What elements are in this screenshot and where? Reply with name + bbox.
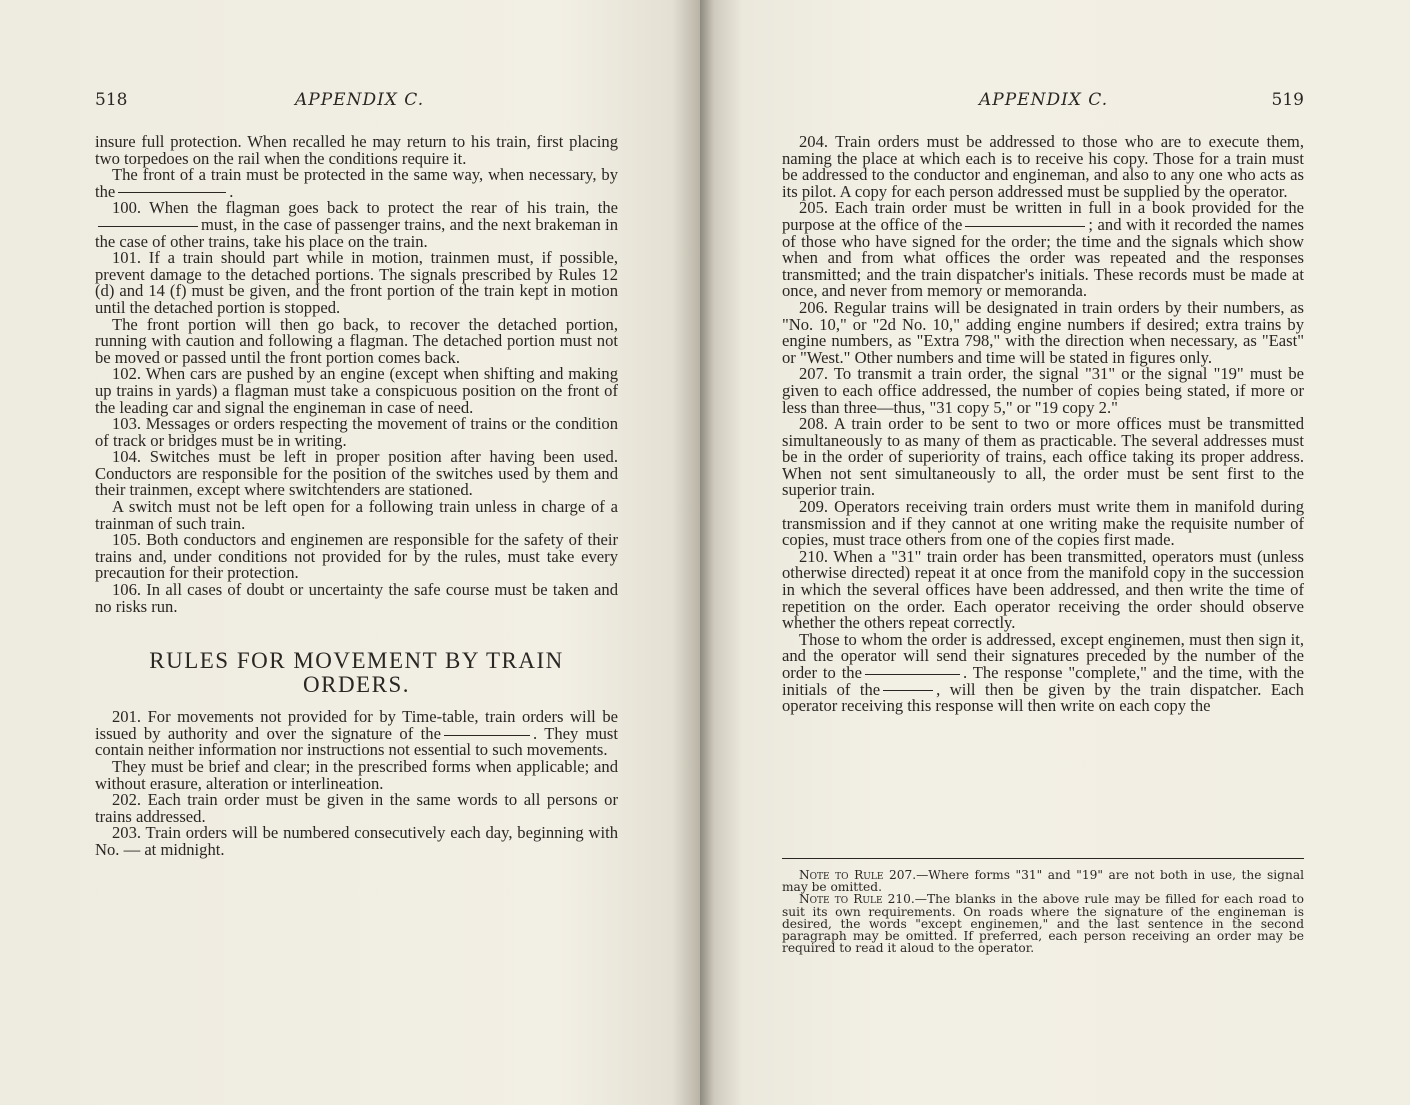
- paragraph: 209. Operators receiving train orders must write them in manifold during transmission and if they cannot at one writing make the requisite number of copies, must trace others from one of the copies first made.: [782, 497, 1304, 550]
- paragraph: 100. When the flagman goes back to protect the rear of his train, themust, in the case of passenger trains, and the next brakeman in the case of other trains, take his place on the train.: [95, 198, 618, 251]
- paragraph: 103. Messages or orders respecting the movement of trains or the condition of track or bridges must be in writing.: [95, 414, 618, 450]
- rule-paragraph: 201. For movements not provided for by Time-table, train orders will be issued by authority and over the signature of the . They must contain neither information nor instructions not essential to such movements.: [95, 707, 618, 760]
- paragraph: 206. Regular trains will be designated in train orders by their numbers, as "No. 10," or "2d No. 10," adding engine numbers if desired; extra trains by engine numbers, as "Extra 798," with the direction when necessary, as "East" or "West." Other numbers and time will be stated in figures only.: [782, 297, 1304, 367]
- paragraph: The front portion will then go back, to recover the detached portion, running with caution and following a flagman. The detached portion must not be moved or passed until the front portion comes back.: [95, 314, 618, 367]
- paragraph: 205. Each train order must be written in full in a book provided for the purpose at the office of the ; and with it recorded the names of those who have signed for the order; the time and the signals which show when and from what offices the order was repeated and the responses transmitted; and the train dispatcher's initials. These records must be made at once, and never from memory or memoranda.: [782, 198, 1304, 301]
- section-title: RULES FOR MOVEMENT BY TRAIN ORDERS.: [149, 648, 564, 698]
- paragraph: 210. When a "31" train order has been transmitted, operators must (unless otherwise directed) repeat it at once from the manifold copy in the succession in which the several offices have been addressed, and then write the time of repetition on the order. Each operator receiving the order should observe whether the others repeat correctly.: [782, 546, 1304, 633]
- paragraph: The front of a train must be protected in the same way, when necessary, by the .: [95, 165, 618, 201]
- paragraph: 105. Both conductors and enginemen are responsible for the safety of their trains and, under conditions not provided for by the rules, must take every precaution for their protection.: [95, 530, 618, 583]
- page-number: 518: [95, 90, 128, 110]
- paragraph: insure full protection. When recalled he may return to his train, first placing two torpedoes on the rail when the conditions require it.: [95, 132, 618, 168]
- left-body: [95, 134, 618, 859]
- paragraph: 101. If a train should part while in motion, trainmen must, if possible, prevent damage to the detached portions. The signals prescribed by Rules 12 (d) and 14 (f) must be given, and the front portion of the train kept in motion until the detached portion is stopped.: [95, 248, 618, 317]
- paragraph: A switch must not be left open for a following train unless in charge of a trainman of such train.: [95, 497, 618, 533]
- footnote: Note to Rule 210.—The blanks in the above rule may be filled for each road to suit its own requirements. On roads where the signature of the engineman is desired, the words "except enginemen," and the last sentence in the second paragraph may be omitted. If preferred, each person receiving an order may be required to read it aloud to the operator.: [782, 892, 1304, 956]
- paragraph: 204. Train orders must be addressed to those who are to execute them, naming the place at which each is to receive his copy. Those for a train must be addressed to the conductor and engineman, and also to any one who acts as its pilot. A copy for each person addressed must be supplied by the operator.: [782, 132, 1304, 201]
- left-page: [0, 0, 700, 1105]
- rule-paragraph: 203. Train orders will be numbered consecutively each day, beginning with No. — at midnight.: [95, 823, 618, 859]
- paragraph: 207. To transmit a train order, the signal "31" or the signal "19" must be given to each office addressed, the number of copies being stated, if more or less than three—thus, "31 copy 5," or "19 copy 2.": [782, 364, 1304, 417]
- paragraph: 106. In all cases of doubt or uncertainty the safe course must be taken and no risks run.: [95, 580, 618, 616]
- rule-paragraph: They must be brief and clear; in the prescribed forms when applicable; and without erasure, alteration or interlineation.: [95, 757, 618, 793]
- paragraph: Those to whom the order is addressed, except enginemen, must then sign it, and the operator will send their signatures preceded by the number of the order to the . The response "complete," and the time, with the initials of the , will then be given by the train dispatcher. Each operator receiving this response will then write on each copy the: [782, 629, 1304, 716]
- right-header: [782, 88, 1304, 112]
- paragraph: 104. Switches must be left in proper position after having been used. Conductors are responsible for the position of the switches used by them and their trainmen, except where switchtenders are stationed.: [95, 447, 618, 500]
- paragraph: 208. A train order to be sent to two or more offices must be transmitted simultaneously to as many of them as practicable. The several addresses must be in the order of superiority of trains, each office taking its proper address. When not sent simultaneously to all, the order must be sent first to the superior train.: [782, 414, 1304, 500]
- rule-paragraph: 202. Each train order must be given in the same words to all persons or trains addressed.: [95, 790, 618, 826]
- footnotes: [782, 858, 1304, 954]
- running-head: APPENDIX C.: [295, 90, 425, 110]
- paragraph: 102. When cars are pushed by an engine (except when shifting and making up trains in yards) a flagman must take a conspicuous position on the front of the leading car and signal the engineman in case of need.: [95, 364, 618, 417]
- running-head: APPENDIX C.: [979, 90, 1109, 110]
- footnote: Note to Rule 207.—Where forms "31" and "19" are not both in use, the signal may be omitted.: [782, 868, 1304, 895]
- right-body: [782, 134, 1304, 715]
- page-number: 519: [1271, 90, 1304, 110]
- right-page: [700, 0, 1410, 1105]
- left-header: [95, 88, 618, 112]
